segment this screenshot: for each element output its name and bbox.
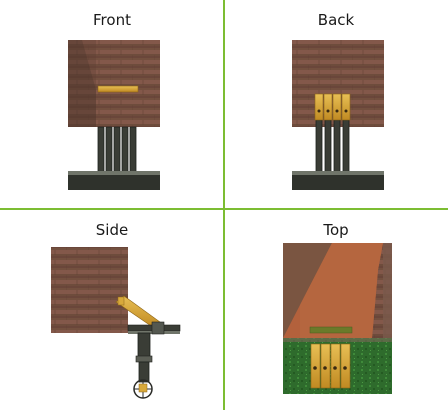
top-view [283, 243, 392, 394]
side-pillar-lower [139, 362, 149, 382]
back-base-top [292, 171, 384, 175]
top-plank-edge [310, 327, 352, 333]
side-view [51, 247, 180, 398]
front-base-top [68, 171, 160, 175]
front-pillars [98, 127, 136, 173]
front-base [68, 175, 160, 190]
side-pillar-upper [138, 333, 150, 357]
back-base [292, 175, 384, 190]
front-view-label: Front [93, 11, 131, 29]
top-view-label: Top [323, 221, 349, 239]
back-view-label: Back [317, 11, 355, 29]
back-pillars [316, 120, 349, 173]
back-view [292, 40, 384, 190]
side-view-label: Side [95, 221, 129, 239]
side-wall [51, 247, 128, 333]
front-view [68, 40, 160, 190]
front-plank [98, 86, 138, 92]
